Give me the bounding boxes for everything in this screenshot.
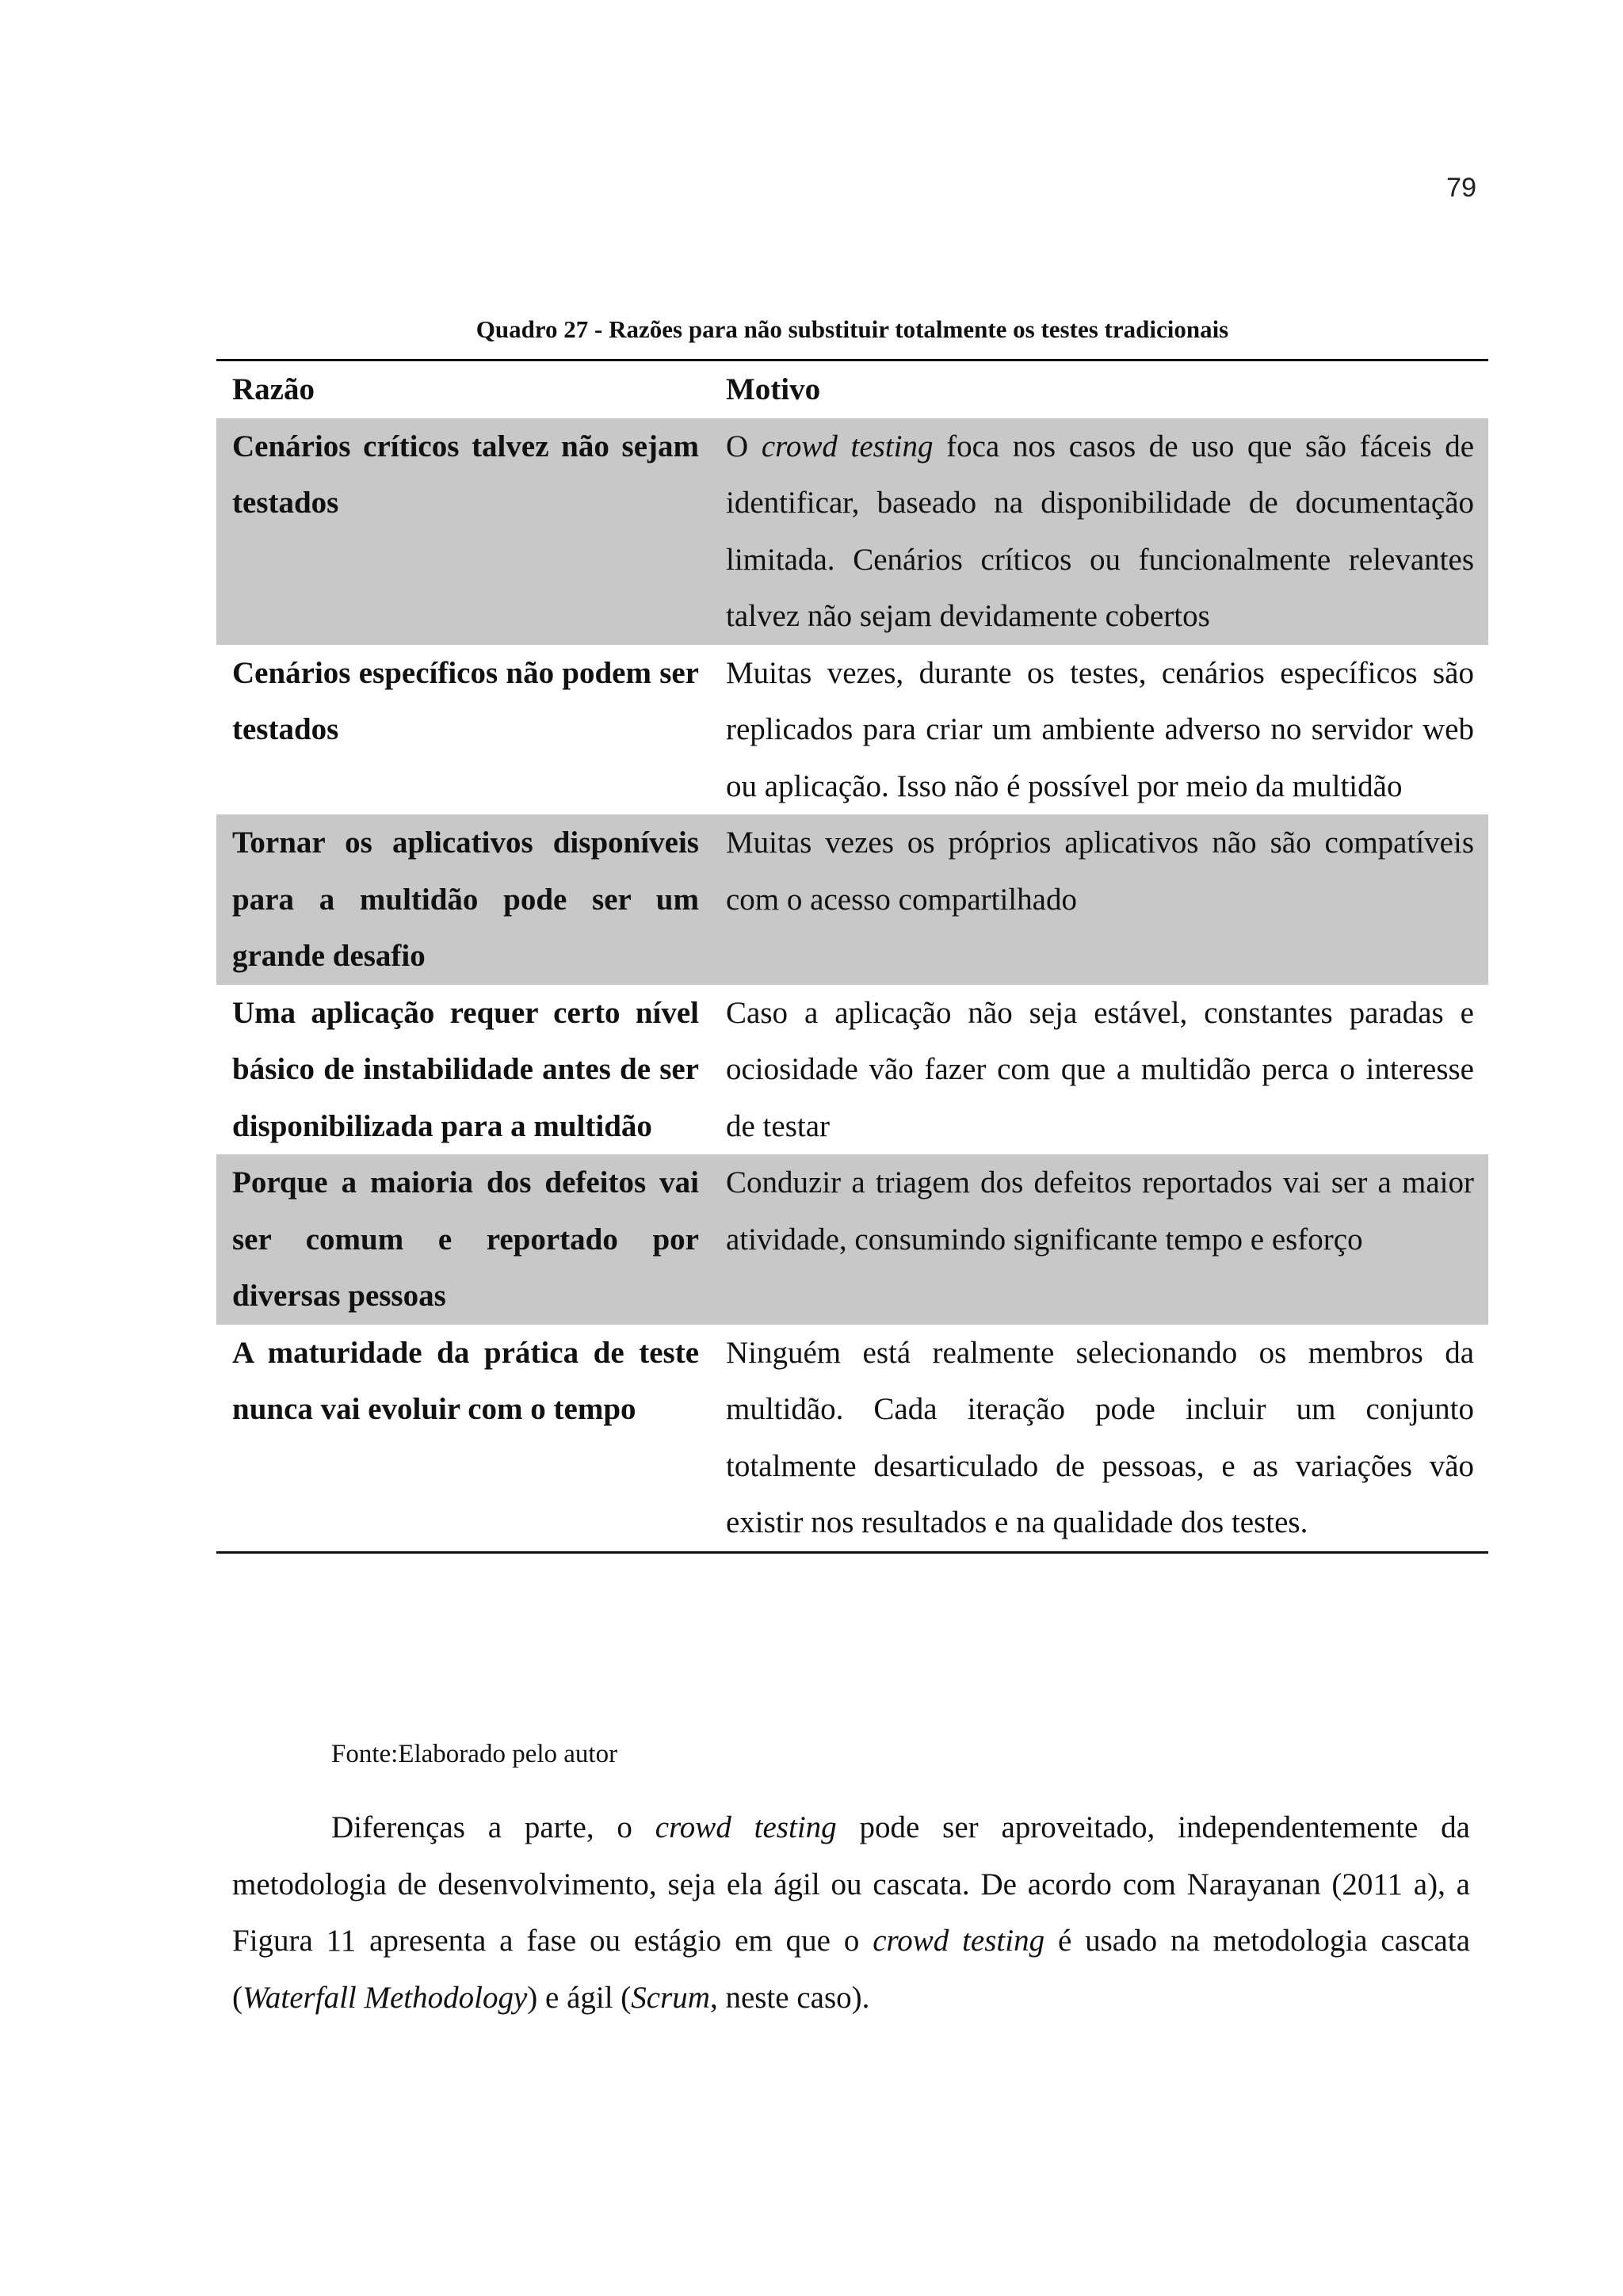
body-paragraph	[232, 1799, 1470, 2026]
motive-cell	[713, 418, 1488, 645]
paragraph-emphasis: Scrum	[631, 1980, 710, 2015]
table-caption: Quadro 27 - Razões para não substituir totalmente os testes tradicionais	[475, 315, 1229, 343]
table-row	[216, 1325, 1488, 1553]
motive-cell: Ninguém está realmente selecionando os membros da multidão. Cada iteração pode incluir um conjunto totalmente desarticulado de pessoas, e as variações vão existir nos resultados e na qualidade dos testes.	[726, 1335, 1474, 1539]
table-row	[216, 814, 1488, 985]
motive-emphasis: crowd testing	[761, 429, 934, 463]
paragraph-emphasis: Waterfall Methodology	[242, 1980, 528, 2015]
column-header-motive: Motivo	[726, 372, 821, 406]
paragraph-text: ) e ágil (	[527, 1980, 632, 2015]
reason-cell: Cenários críticos talvez não sejam testados	[216, 418, 713, 645]
reasons-table	[216, 359, 1488, 1554]
paragraph-text: , neste caso).	[709, 1980, 870, 2015]
table-row	[216, 985, 1488, 1155]
reasons-table-container	[216, 359, 1488, 1554]
column-header-reason: Razão	[232, 372, 315, 406]
motive-cell: Caso a aplicação não seja estável, constantes paradas e ociosidade vão fazer com que a multidão perca o interesse de testar	[726, 995, 1474, 1143]
table-row	[216, 645, 1488, 815]
table-row	[216, 1154, 1488, 1325]
reason-cell: A maturidade da prática de teste nunca vai evoluir com o tempo	[232, 1335, 699, 1426]
page-number: 79	[1446, 173, 1476, 203]
reason-cell: Tornar os aplicativos disponíveis para a multidão pode ser um grande desafio	[216, 814, 713, 985]
table-header-row	[216, 360, 1488, 418]
paragraph-emphasis: crowd testing	[873, 1924, 1045, 1958]
table-source: Fonte:Elaborado pelo autor	[331, 1740, 618, 1768]
reason-cell: Uma aplicação requer certo nível básico de instabilidade antes de ser disponibilizada para a multidão	[232, 995, 699, 1143]
motive-text: foca nos casos de uso que são fáceis de identificar, baseado na disponibilidade de documentação limitada. Cenários críticos ou funcionalmente relevantes talvez não sejam devidamente cobertos	[726, 429, 1474, 633]
motive-text: O	[726, 429, 762, 463]
paragraph-text: pode ser aproveitado, independentemente da metodologia de desenvolvimento, seja ela ágil ou cascata. De acordo com Narayanan (2011 a), a Figura 11 apresenta a fase ou estágio em que o	[232, 1810, 1470, 1958]
motive-cell: Conduzir a triagem dos defeitos reportados vai ser a maior atividade, consumindo significante tempo e esforço	[713, 1154, 1488, 1325]
paragraph-text: Diferenças a parte, o	[331, 1810, 655, 1844]
motive-cell: Muitas vezes, durante os testes, cenários específicos são replicados para criar um ambiente adverso no servidor web ou aplicação. Isso não é possível por meio da multidão	[726, 655, 1474, 803]
reason-cell: Porque a maioria dos defeitos vai ser comum e reportado por diversas pessoas	[216, 1154, 713, 1325]
paragraph-emphasis: crowd testing	[655, 1810, 837, 1844]
paragraph-text: é usado na metodologia cascata (	[232, 1924, 1470, 2015]
reason-cell: Cenários específicos não podem ser testados	[232, 655, 699, 746]
table-row	[216, 418, 1488, 645]
motive-cell: Muitas vezes os próprios aplicativos não são compatíveis com o acesso compartilhado	[713, 814, 1488, 985]
